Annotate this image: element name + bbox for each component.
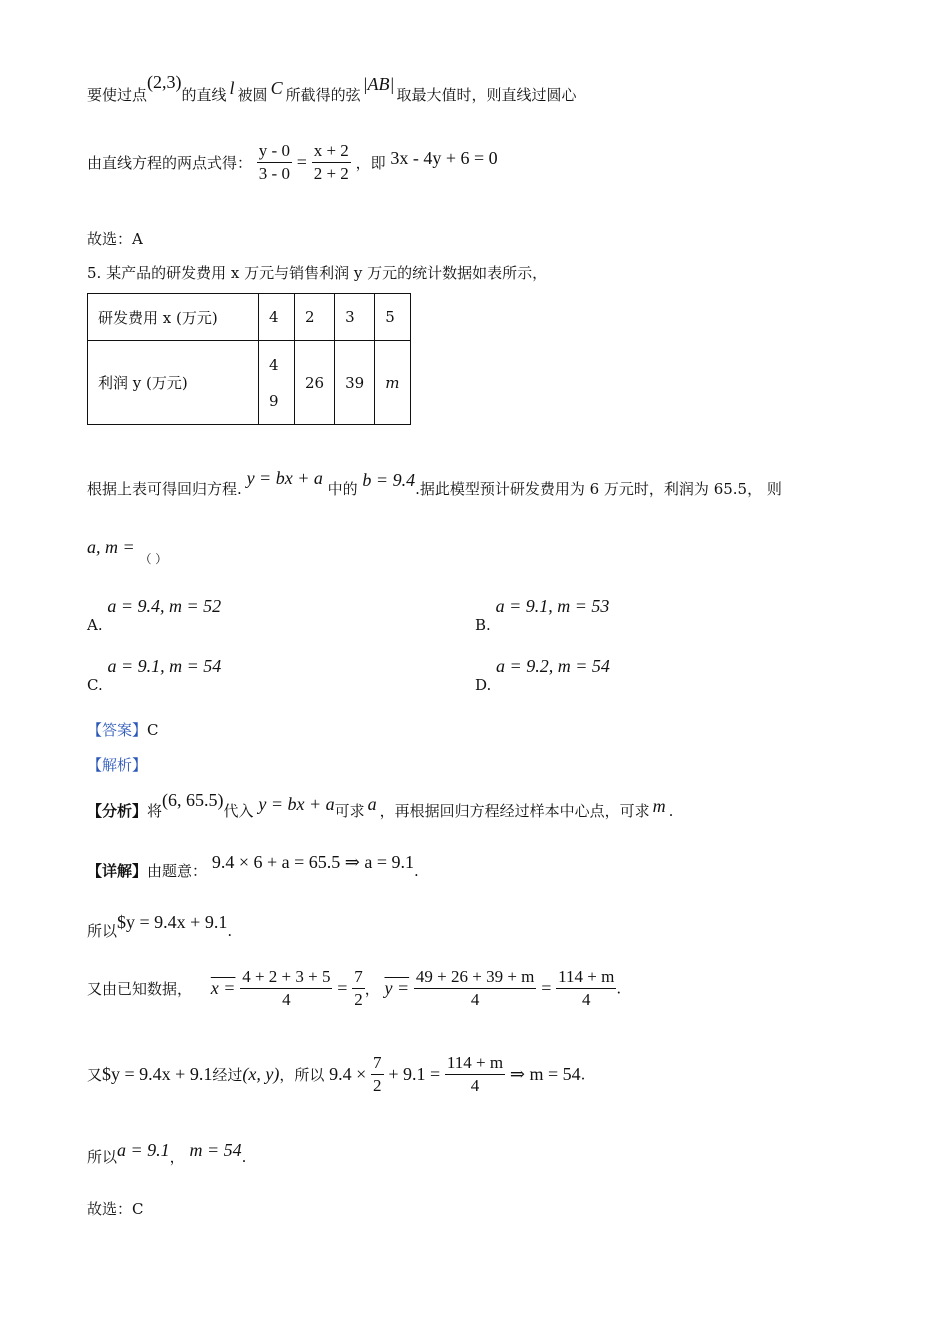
ask-expr: a, m =	[87, 537, 135, 557]
text: 又由已知数据，	[87, 980, 193, 998]
center-point: (x, y)	[242, 1064, 280, 1084]
option-c[interactable]	[87, 656, 222, 694]
chord-expr: |AB|	[362, 74, 395, 94]
text: 由直线方程的两点式得：	[87, 154, 253, 172]
point-expr: (2,3)	[147, 72, 182, 92]
cell-digit: 4	[269, 355, 279, 374]
xiangjie-tag: 【详解】	[87, 862, 148, 880]
option-expr: a = 9.1, m = 54	[107, 656, 222, 676]
denominator: 2	[373, 1076, 382, 1095]
answer-line	[87, 719, 159, 740]
table-cell: 研发费用 x (万元)	[88, 294, 259, 341]
final-choice: 故选：C	[87, 1200, 144, 1218]
fitted-equation: $y = 9.4x + 9.1	[102, 1064, 213, 1084]
text: 所以	[87, 1148, 118, 1166]
table-cell: 3	[335, 294, 375, 341]
text: 的直线	[181, 86, 227, 104]
solve-a-expr: 9.4 × 6 + a = 65.5 ⇒ a = 9.1	[211, 852, 414, 872]
text: ，所以	[279, 1066, 325, 1084]
table-cell	[259, 341, 295, 425]
expr-plus: + 9.1 =	[388, 1064, 441, 1084]
text: 由题意：	[147, 862, 208, 880]
table-cell: 4	[259, 294, 295, 341]
numerator: 7	[352, 966, 365, 989]
text: .	[580, 1065, 586, 1084]
fenxi-line	[87, 790, 674, 821]
table-cell: 26	[295, 341, 335, 425]
fraction-seven-half	[371, 1052, 384, 1097]
text: .据此模型预计研发费用为 6 万元时，利润为 65.5， 则	[415, 480, 782, 498]
text: 被圆	[237, 86, 268, 104]
numerator: 114 + m	[445, 1052, 505, 1075]
line-l-expr: l	[229, 78, 235, 98]
numerator: 49 + 26 + 39 + m	[414, 966, 537, 989]
answer-tag: 【答案】	[87, 721, 148, 739]
denominator: 4	[581, 990, 591, 1009]
text: 所截得的弦	[285, 86, 361, 104]
question-5-stem: 5. 某产品的研发费用 x 万元与销售利润 y 万元的统计数据如表所示，	[87, 264, 548, 282]
table-cell: m	[375, 341, 411, 425]
table-cell: 2	[295, 294, 335, 341]
equals: =	[337, 978, 348, 998]
denominator: 3 - 0	[258, 164, 290, 183]
denominator: 2 + 2	[313, 164, 349, 183]
text: .	[668, 802, 674, 820]
two-point-line	[87, 140, 498, 185]
text: 代入	[223, 802, 254, 820]
center-point-line	[87, 1052, 585, 1097]
question-ask	[87, 537, 168, 566]
m-result: m = 54	[189, 1140, 242, 1160]
x-bar: x =	[210, 978, 236, 998]
text: ，	[169, 1148, 185, 1166]
text: ，再根据回归方程经过样本中心点，可求	[379, 802, 650, 820]
equals: =	[541, 978, 552, 998]
text: .	[616, 979, 622, 998]
y-bar: y =	[384, 978, 410, 998]
text: 经过	[212, 1066, 243, 1084]
suoyi-line-2	[87, 1140, 247, 1167]
suoyi-line-1	[87, 912, 233, 941]
text: .	[227, 922, 233, 940]
table-row	[88, 341, 411, 425]
table-row	[88, 294, 411, 341]
fraction-114-m	[556, 966, 616, 1011]
m-result: ⇒ m = 54	[509, 1064, 581, 1084]
b-hat-value: b = 9.4	[362, 470, 416, 490]
answer-blank: （ ）	[139, 552, 168, 566]
text: 又	[87, 1066, 103, 1084]
a-result: a = 9.1	[117, 1140, 170, 1160]
expr-lhs: 9.4 ×	[329, 1064, 367, 1084]
table-cell: 39	[335, 341, 375, 425]
option-label: B.	[475, 616, 491, 634]
fraction-x-mean	[240, 966, 332, 1011]
cell-digit: 9	[269, 391, 279, 410]
denominator: 4	[470, 1076, 480, 1095]
data-table	[87, 293, 411, 425]
point-expr: (6, 65.5)	[162, 790, 224, 810]
line-equation: 3x - 4y + 6 = 0	[390, 148, 498, 168]
text: ，	[364, 980, 380, 998]
table-cell: 5	[375, 294, 411, 341]
fitted-equation: $y = 9.4x + 9.1	[117, 912, 228, 932]
option-label: C.	[87, 676, 103, 694]
answer-value: C	[147, 721, 159, 739]
regression-equation: y = bx + a	[246, 468, 323, 488]
xiangjie-line	[87, 852, 419, 881]
option-label: D.	[475, 676, 492, 694]
text: 中的	[327, 480, 358, 498]
fraction-seven-half	[352, 966, 365, 1011]
numerator: 7	[371, 1052, 384, 1075]
text: 要使过点	[87, 86, 148, 104]
text: 将	[147, 802, 163, 820]
option-b[interactable]	[475, 596, 610, 634]
option-expr: a = 9.4, m = 52	[107, 596, 222, 616]
option-label: A.	[87, 616, 103, 634]
option-a[interactable]	[87, 596, 222, 634]
option-expr: a = 9.2, m = 54	[496, 656, 610, 676]
m-var: m	[652, 796, 666, 816]
text: .	[241, 1148, 247, 1166]
regression-equation: y = bx + a	[258, 794, 335, 814]
text: .	[413, 862, 419, 880]
numerator: y - 0	[257, 140, 292, 163]
text: 根据上表可得回归方程.	[87, 480, 242, 498]
line-circle-center	[87, 72, 577, 105]
numerator: 114 + m	[556, 966, 616, 989]
fraction-x	[312, 140, 351, 185]
text: ，即	[355, 154, 386, 172]
numerator: 4 + 2 + 3 + 5	[240, 966, 332, 989]
denominator: 4	[470, 990, 480, 1009]
option-expr: a = 9.1, m = 53	[495, 596, 610, 616]
fenxi-tag: 【分析】	[87, 802, 148, 820]
denominator: 4	[282, 990, 291, 1009]
choice-a-text: 故选：A	[87, 230, 143, 248]
text: 取最大值时，则直线过圆心	[396, 86, 577, 104]
denominator: 2	[354, 990, 363, 1009]
option-d[interactable]	[475, 656, 610, 694]
fraction-y-mean	[414, 966, 537, 1011]
analysis-tag: 【解析】	[87, 756, 148, 774]
a-hat: a	[367, 794, 377, 814]
table-cell: 利润 y (万元)	[88, 341, 259, 425]
fraction-y	[257, 140, 292, 185]
equals: =	[296, 152, 307, 172]
fraction-114-m	[445, 1052, 505, 1097]
regression-statement	[87, 468, 782, 499]
text: 可求	[334, 802, 365, 820]
text: 所以	[87, 922, 118, 940]
circle-c-expr: C	[270, 78, 283, 98]
means-line	[87, 966, 621, 1011]
numerator: x + 2	[312, 140, 351, 163]
